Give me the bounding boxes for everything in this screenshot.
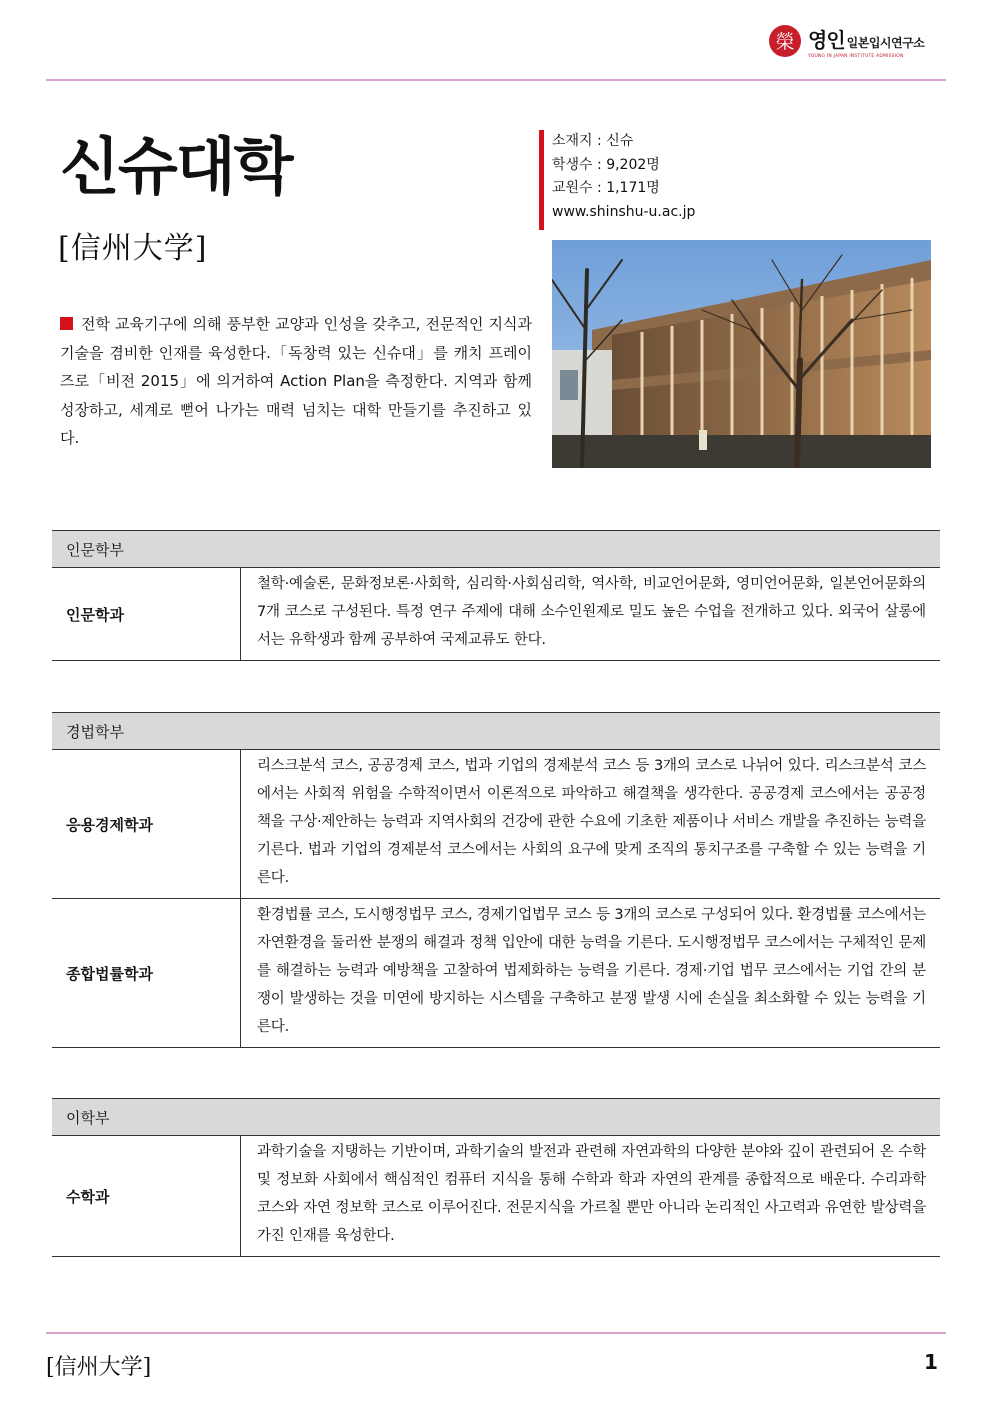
logo-mark-glyph: 榮 [775,31,795,53]
logo-name: 일본입시연구소 [846,35,925,50]
footer-kanji: [信州大学] [46,1355,152,1380]
info-block [552,130,695,224]
department-name: 인문학과 [52,568,241,660]
department-row [52,750,940,899]
page-title: 신슈대학 [60,130,292,203]
logo-brand: 영인 [808,27,845,52]
department-description: 과학기술을 지탱하는 기반이며, 과학기술의 발전과 관련해 자연과학의 다양한 분야와 깊이 관련되어 온 수학 및 정보화 사회에서 핵심적인 컴퓨터 지식을 통해 수학과 학과 자연의 관계를 종합적으로 배운다. 수리과학 코스와 자연 정보학 코스로 이루어진다. 전문지식을 가르칠 뿐만 아니라 논리적인 사고력과 유연한 발상력을 가진 인재를 육성한다. [257,1144,926,1244]
campus-photo [552,240,931,468]
info-website: www.shinshu-u.ac.jp [552,203,696,220]
bullet-square-icon [60,317,73,330]
faculty-name: 경법학부 [52,712,940,750]
faculty-table-science [52,1098,940,1257]
department-description: 환경법률 코스, 도시행정법무 코스, 경제기업법무 코스 등 3개의 코스로 구성되어 있다. 환경법률 코스에서는 자연환경을 둘러싼 분쟁의 해결과 정책 입안에 대한 능력을 기른다. 도시행정법무 코스에서는 구체적인 문제를 해결하는 능력과 예방책을 고찰하여 법제화하는 능력을 기른다. 경제·기업 법무 코스에서는 기업 간의 분쟁이 발생하는 것을 미연에 방지하는 시스템을 구축하고 분쟁 발생 시에 손실을 최소화할 수 있는 능력을 기른다. [257,907,926,1035]
university-description [60,310,532,453]
department-row [52,1136,940,1257]
department-name: 수학과 [52,1136,241,1256]
footer-divider [46,1332,946,1334]
department-name: 응용경제학과 [52,750,241,898]
faculty-table-humanities [52,530,940,661]
info-location: 소재지 : 신슈 [552,133,634,149]
faculty-name: 인문학부 [52,530,940,568]
faculty-name: 이학부 [52,1098,940,1136]
description-text: 전학 교육기구에 의해 풍부한 교양과 인성을 갖추고, 전문적인 지식과 기술을 겸비한 인재를 육성한다.「독창력 있는 신슈대」를 캐치 프레이즈로「비전 2015」에 의거하여 Action Plan을 측정한다. 지역과 함께 성장하고, 세계로 뻗어 나가는 매력 넘치는 대학 만들기를 추진하고 있다. [60,315,532,447]
logo-subtitle: YOUNG IN JAPAN INSTITUTE ADMISSION [808,53,904,59]
brand-logo [768,22,950,60]
title-kanji: [信州大学] [58,231,208,266]
logo-mark-icon [768,24,802,58]
department-description: 철학·예술론, 문화정보론·사회학, 심리학·사회심리학, 역사학, 비교언어문화, 영미언어문화, 일본언어문화의 7개 코스로 구성된다. 특정 연구 주제에 대해 소수인원제로 밀도 높은 수업을 전개하고 있다. 외국어 살롱에서는 유학생과 함께 공부하여 국제교류도 한다. [257,576,926,648]
info-students: 학생수 : 9,202명 [552,156,660,173]
department-description: 리스크분석 코스, 공공경제 코스, 법과 기업의 경제분석 코스 등 3개의 코스로 나뉘어 있다. 리스크분석 코스에서는 사회적 위험을 수학적이면서 이론적으로 파악하고 해결책을 생각한다. 공공경제 코스에서는 공공정책을 구상·제안하는 능력과 지역사회의 건강에 관한 수요에 기초한 제품이나 서비스 개발을 추진하는 능력을 기른다. 법과 기업의 경제분석 코스에서는 사회의 요구에 맞게 조직의 통치구조를 구축할 수 있는 능력을 기른다. [257,758,926,886]
header-divider [46,79,946,81]
department-name: 종합법률학과 [52,899,241,1047]
faculty-table-economics-law [52,712,940,1048]
department-row [52,899,940,1048]
info-accent-bar [539,130,544,230]
department-row [52,568,940,661]
page-number: 1 [924,1350,938,1374]
info-faculty-count: 교원수 : 1,171명 [552,180,660,196]
